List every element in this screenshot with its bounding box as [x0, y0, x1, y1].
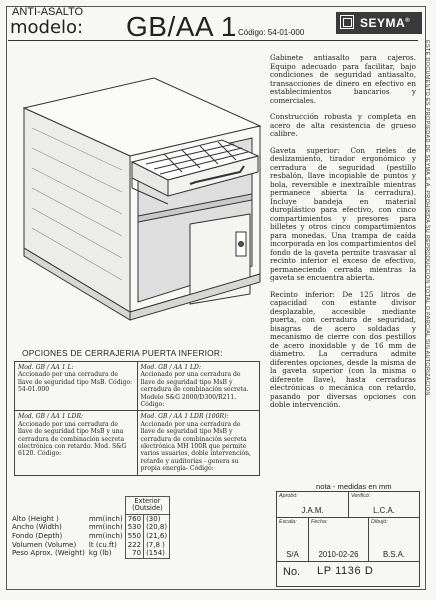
option-body: Accionado por una cerradura de llave de seguridad tipo MsB y cerradura de combinación secreta electrónica MH 100R que permite varios usuarios, doble intervención, retardo y auditorías - genera su propia energía- Código: [140, 420, 251, 473]
model-code: GB/AA 1 [126, 11, 237, 42]
table-row: Ancho (Width) mm(inch) 530 (20,8) [10, 523, 170, 532]
option-body: Accionado por una cerradura de llave de seguridad tipo MsB y cerradura de combinación secreta. Modelo S&G 2000/D300/R211. Código: [140, 371, 249, 409]
product-illustration [14, 48, 268, 330]
options-title: OPCIONES DE CERRAJERIA PUERTA INFERIOR: [22, 348, 223, 358]
table-row: Peso Aprox. (Weight) kg (lb) 70 (154) [10, 549, 170, 558]
logo-text: SEYMA [360, 16, 406, 30]
side-strip [417, 40, 433, 510]
scale: Escala: S/A [277, 518, 309, 562]
lock-options-table [14, 361, 260, 476]
description-paragraph: Construcción robusta y completa en acero de alta resistencia de grueso calibre. [270, 112, 416, 138]
logo-mark-icon [340, 15, 354, 29]
verified-by: Verificó: L.C.A. [349, 492, 419, 518]
option-cell [137, 411, 260, 475]
header-rule [8, 40, 418, 41]
description-paragraph: Gabinete antiasalto para cajeros. Equipo adecuado para facilitar, bajo condiciones de seguridad antiasalto, transacciones de dinero en efectivo en establecimientos bancarios y comerciales. [270, 53, 416, 105]
option-body: Accionado por una cerradura de llave de seguridad tipo MsB y una cerradura de combinación secreta electrónica con retardo. Mod. S&G 6120. Código: [18, 420, 127, 458]
product-subtitle: ANTI-ASALTO [12, 6, 84, 18]
logo-registered: ® [405, 18, 411, 24]
table-row: Alto (Height ) mm(inch) 760 (30) [10, 514, 170, 523]
option-cell [137, 362, 260, 411]
date: Fecha: 2010-02-26 [309, 518, 369, 562]
description-paragraph: Gaveta superior: Con rieles de deslizamiento, tirador ergonómico y cerradura de seguridad (pestillo resbalón, llave incopiable de puntos y bola, reversible e inextraíble mientras permanece abierta la cerradura). Incluye bandeja en material duroplástico para efectivo, con cinco compartimientos y presores para billetes y otros cinco compartimientos para monedas. Una trampa de caída incorporada en los compartimientos del fondo de la gaveta permite trasvasar al recinto inferior el exceso de efectivo, permaneciendo cerrada mientras la gaveta se encuentra abierta. [270, 145, 416, 282]
title-block [276, 491, 420, 587]
option-cell [15, 411, 138, 475]
modelo-label: modelo: [10, 17, 84, 38]
product-code: Código: 54-01-000 [238, 28, 305, 37]
option-heading: Mod. GB / AA 1 LD: [140, 364, 201, 371]
description-paragraph: Recinto inferior: De 125 litros de capacidad con estante divisor desplazable, accesible mediante puerta, con cerradura de seguridad, bisagras de acero soldadas y mecanismo de cierre con dos pestillos de acero inoxidable y de 16 mm de diámetro. La cerradura admite diferentes opciones, desde la misma de la gaveta superior (con la misma o diferente llave), hasta cerraduras electrónicas o mecánica con retardo, pasando por diversas opciones con doble intervención. [270, 289, 416, 409]
specs-column-header: Exterior (Outside) [125, 497, 169, 515]
option-body: Accionado por una cerradura de llave de seguridad tipo MsB. Código: 54-01.000 [18, 371, 133, 394]
table-row: Volumen (Volume) lt (cu.ft) 222 (7,8 ) [10, 541, 170, 550]
drawn-by: Dibujó: B.S.A. [369, 518, 419, 562]
dimensions-table [10, 496, 170, 559]
option-heading: Mod. GB / AA 1 LDR (100R): [140, 413, 229, 421]
seyma-logo [336, 12, 422, 34]
option-cell [15, 362, 138, 411]
option-heading: Mod. GB / AA 1 LDR: [18, 413, 84, 421]
measurement-note: nota - medidas en mm [316, 482, 392, 491]
table-row: Fondo (Depth) mm(inch) 550 (21,6) [10, 532, 170, 541]
product-description [270, 54, 416, 418]
side-strip-text: ESTE DOCUMENTO ES PROPIEDAD DE SEYMA S.A. PROHIBIDA SU REPRODUCCION TOTAL O PARCIAL SIN AUTORIZACION [424, 40, 430, 396]
option-heading: Mod. GB / AA 1 L: [18, 364, 74, 371]
document-number: No. LP 1136 D [283, 565, 374, 578]
approved-by: Aprobó: J.A.M. [277, 492, 349, 518]
